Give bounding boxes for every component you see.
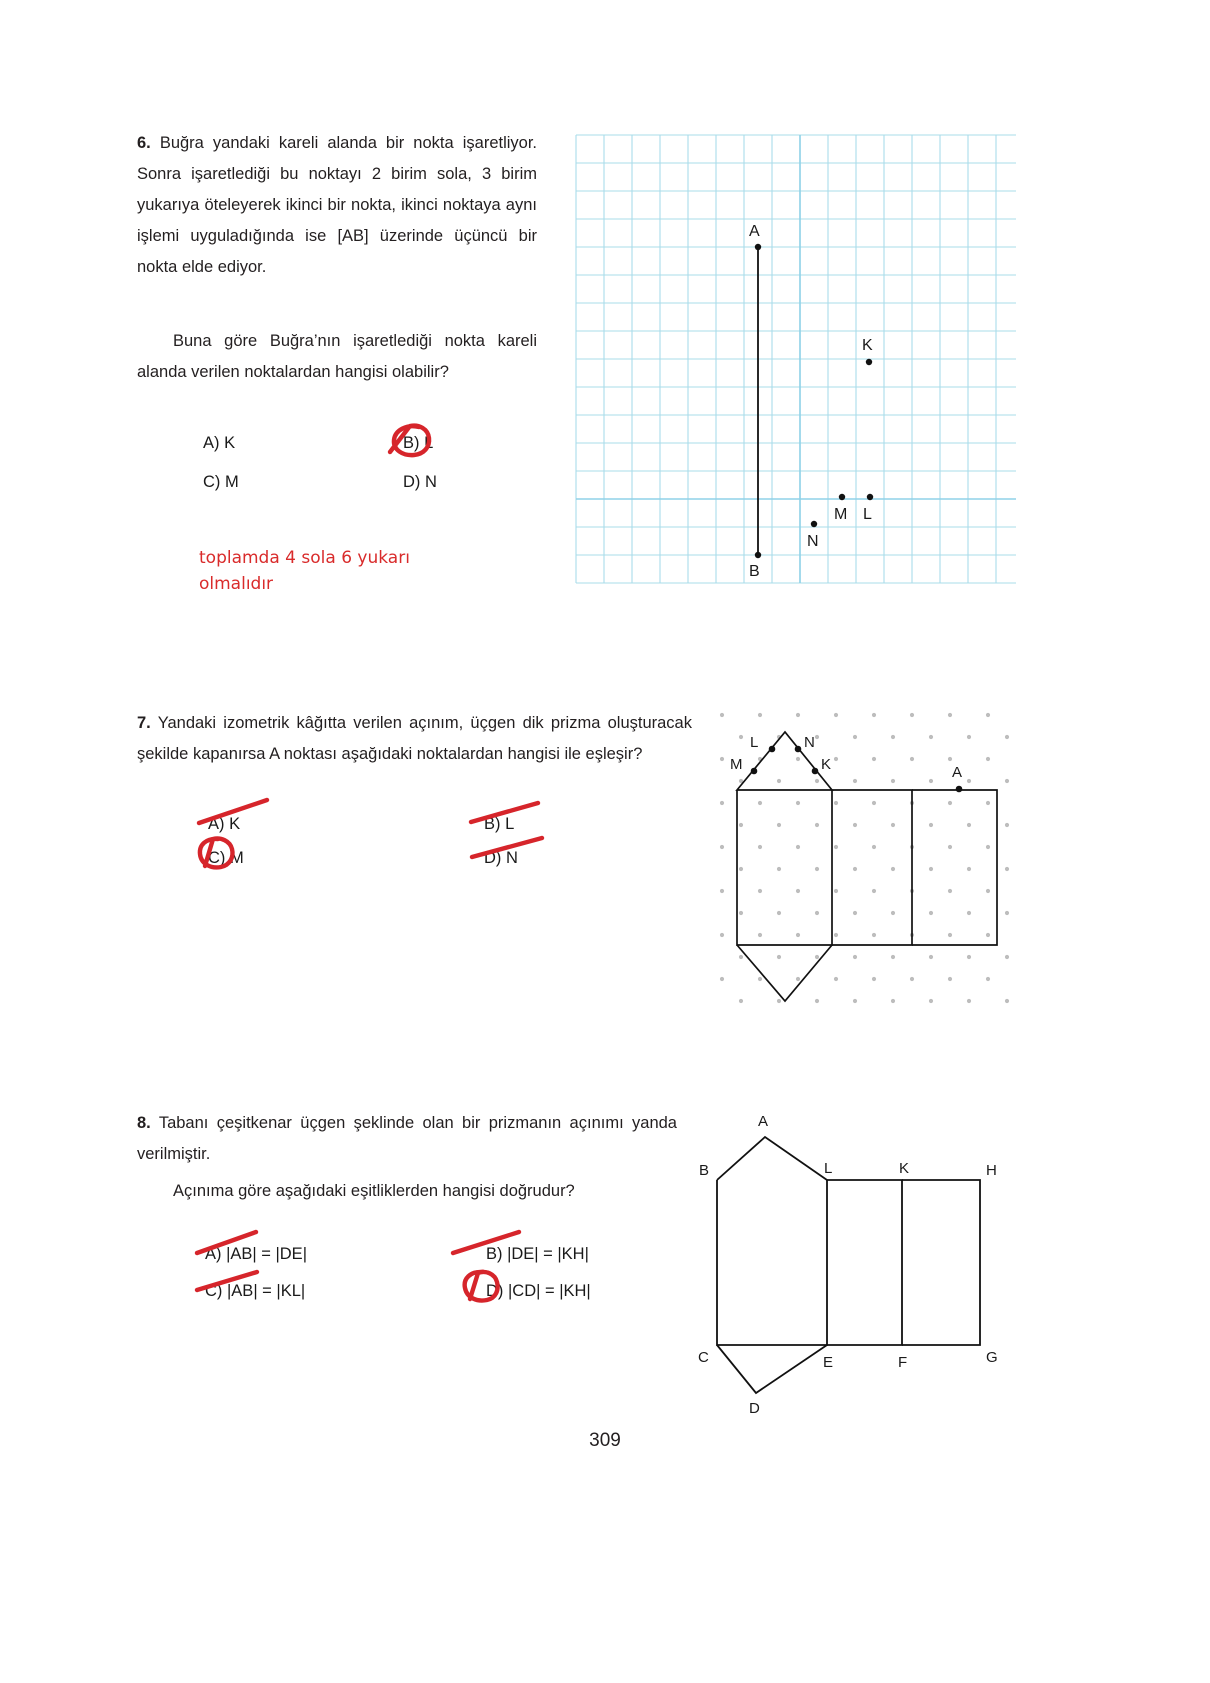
point-n-dot bbox=[811, 521, 817, 527]
q6-option-c-key: C) bbox=[203, 473, 221, 491]
q7-option-d-key: D) bbox=[484, 849, 502, 867]
q7-point-n-label: N bbox=[804, 734, 815, 751]
point-m-dot bbox=[839, 494, 845, 500]
q7-point-m-dot bbox=[751, 768, 758, 775]
point-m-label: M bbox=[834, 506, 848, 523]
q6-option-b-text: L bbox=[424, 434, 434, 452]
q8-option-b-text: |DE| = |KH| bbox=[507, 1245, 589, 1263]
q6-option-a-text: K bbox=[224, 434, 236, 452]
q7-point-n-dot bbox=[795, 746, 802, 753]
q8-option-a-key: A) bbox=[205, 1245, 222, 1263]
q8-option-d-key: D) bbox=[486, 1282, 504, 1300]
q8-label-b: B bbox=[699, 1162, 710, 1179]
point-l-dot bbox=[867, 494, 873, 500]
q7-option-d[interactable] bbox=[484, 839, 518, 877]
point-k-label: K bbox=[862, 337, 873, 354]
q8-label-c: C bbox=[698, 1349, 709, 1366]
q7-point-a-dot bbox=[956, 786, 963, 793]
q8-option-b-key: B) bbox=[486, 1245, 503, 1263]
q6-option-c[interactable] bbox=[203, 463, 239, 501]
q7-option-c[interactable] bbox=[208, 839, 244, 877]
q8-label-k: K bbox=[899, 1160, 910, 1177]
q6-body-2: Buna göre Buğra’nın işaretlediği nokta kareli alanda verilen noktalardan hangisi olabilir? bbox=[137, 332, 537, 381]
q7-iso-svg bbox=[712, 705, 1012, 1005]
q7-option-b-key: B) bbox=[484, 815, 501, 833]
q6-annotation-line-2: olmalıdır bbox=[199, 574, 274, 594]
q8-net-svg bbox=[690, 1105, 1010, 1415]
q6-option-c-text: M bbox=[225, 473, 239, 491]
q6-number: 6. bbox=[137, 134, 151, 152]
q6-paragraph-2 bbox=[137, 326, 537, 388]
q8-label-l: L bbox=[824, 1160, 833, 1177]
point-a-label: A bbox=[749, 223, 760, 240]
q8-net-outline bbox=[717, 1137, 980, 1393]
point-a-dot bbox=[755, 244, 761, 250]
q6-option-a[interactable] bbox=[203, 424, 235, 462]
point-k-dot bbox=[866, 359, 872, 365]
q7-point-k-label: K bbox=[821, 756, 832, 773]
q7-option-d-text: N bbox=[506, 849, 518, 867]
q7-option-b-text: L bbox=[505, 815, 515, 833]
q8-option-a[interactable] bbox=[205, 1235, 307, 1273]
q7-body-1: Yandaki izometrik kâğıtta verilen açınım, üçgen dik prizma oluşturacak şekilde kapanırsa A noktası aşağıdaki noktalardan hangisi ile eşleşir? bbox=[137, 714, 692, 763]
q7-point-l-dot bbox=[769, 746, 776, 753]
q8-number: 8. bbox=[137, 1114, 151, 1132]
q6-grid-figure bbox=[536, 131, 1021, 606]
q6-body-1: Buğra yandaki kareli alanda bir nokta işaretliyor. Sonra işaretlediği bu noktayı 2 birim sola, 3 birim yukarıya öteleyerek ikinci bir nokta, ikinci noktaya aynı işlemi uyguladığında ise [AB] üzerinde üçüncü bir nokta elde ediyor. bbox=[137, 134, 537, 276]
q7-paragraph-1 bbox=[137, 708, 692, 770]
point-b-dot bbox=[755, 552, 761, 558]
q6-red-annotation bbox=[199, 545, 410, 597]
q6-option-a-key: A) bbox=[203, 434, 220, 452]
q7-option-a-text: K bbox=[229, 815, 241, 833]
q8-prism-net-figure bbox=[690, 1105, 1010, 1415]
q7-point-a-label: A bbox=[952, 764, 963, 781]
q8-option-c[interactable] bbox=[205, 1272, 305, 1310]
q7-option-a-key: A) bbox=[208, 815, 225, 833]
q6-paragraph-1 bbox=[137, 128, 537, 283]
q7-point-k-dot bbox=[812, 768, 819, 775]
q6-option-d-key: D) bbox=[403, 473, 421, 491]
q8-label-f: F bbox=[898, 1354, 908, 1371]
q8-option-d[interactable] bbox=[486, 1272, 591, 1310]
q8-label-d: D bbox=[749, 1400, 760, 1417]
point-l-label: L bbox=[863, 506, 872, 523]
q7-isometric-figure bbox=[712, 705, 1012, 1005]
q6-option-d-text: N bbox=[425, 473, 437, 491]
q7-point-m-label: M bbox=[730, 756, 743, 773]
q8-label-a: A bbox=[758, 1113, 769, 1130]
q7-option-c-key: C) bbox=[208, 849, 226, 867]
q8-label-g: G bbox=[986, 1349, 998, 1366]
isometric-dots bbox=[720, 713, 1009, 1003]
q8-paragraph-1 bbox=[137, 1108, 677, 1170]
q6-option-b-key: B) bbox=[403, 434, 420, 452]
q6-option-b[interactable] bbox=[403, 424, 433, 462]
q8-option-b[interactable] bbox=[486, 1235, 589, 1273]
q8-label-h: H bbox=[986, 1162, 997, 1179]
q8-option-c-text: |AB| = |KL| bbox=[227, 1282, 306, 1300]
q8-body-2: Açınıma göre aşağıdaki eşitliklerden hangisi doğrudur? bbox=[173, 1182, 575, 1200]
page-number: 309 bbox=[589, 1430, 621, 1451]
q6-option-d[interactable] bbox=[403, 463, 437, 501]
q7-option-b[interactable] bbox=[484, 805, 514, 843]
q8-label-e: E bbox=[823, 1354, 834, 1371]
q8-vertex-labels bbox=[698, 1113, 998, 1417]
q6-annotation-line-1: toplamda 4 sola 6 yukarı bbox=[199, 548, 410, 568]
q8-body-1: Tabanı çeşitkenar üçgen şeklinde olan bir prizmanın açınımı yanda verilmiştir. bbox=[137, 1114, 677, 1163]
q8-option-d-text: |CD| = |KH| bbox=[508, 1282, 591, 1300]
point-n-label: N bbox=[807, 533, 819, 550]
q8-option-c-key: C) bbox=[205, 1282, 223, 1300]
q6-grid-svg bbox=[536, 131, 1021, 606]
q7-number: 7. bbox=[137, 714, 151, 732]
point-b-label: B bbox=[749, 563, 760, 580]
q8-option-a-text: |AB| = |DE| bbox=[226, 1245, 307, 1263]
q8-paragraph-2 bbox=[137, 1176, 677, 1207]
q7-point-l-label: L bbox=[750, 734, 759, 751]
grid-lines bbox=[576, 135, 1016, 583]
q7-option-c-text: M bbox=[230, 849, 244, 867]
q7-option-a[interactable] bbox=[208, 805, 240, 843]
